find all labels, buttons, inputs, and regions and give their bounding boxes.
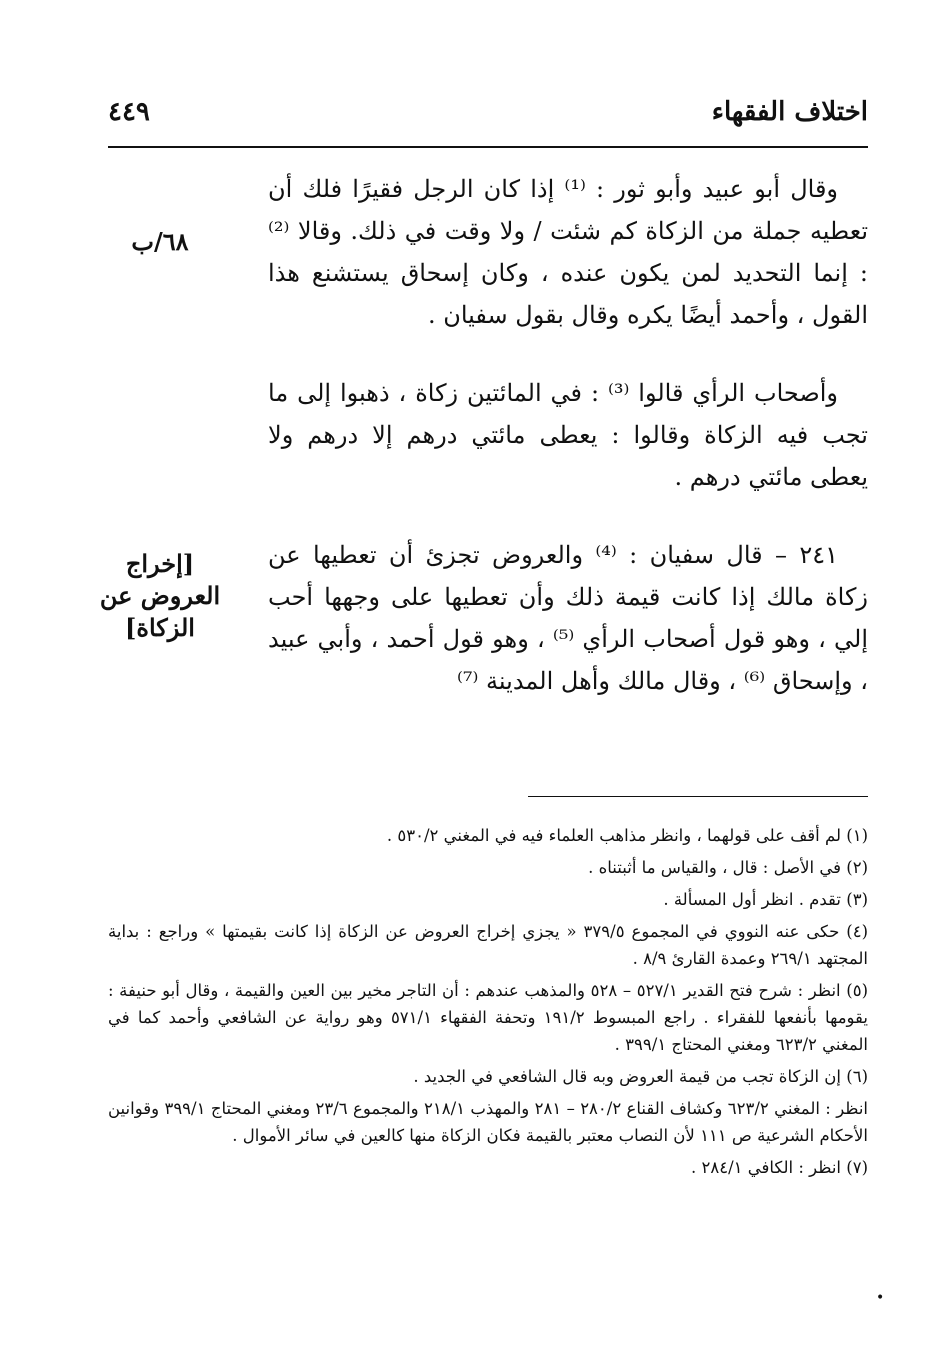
footnote-rule <box>528 796 868 797</box>
folio-marker: ٦٨/ب <box>131 227 189 256</box>
main-text <box>268 168 868 702</box>
footnote: (٤) حكى عنه النووي في المجموع ٣٧٩/٥ « يجزي إخراج العروض عن الزكاة إذا كانت بقيمتها » وراجع : بداية المجتهد ٢٦٩/١ وعمدة القارئ ٨/٩ . <box>108 922 868 968</box>
footnote-continuation: انظر : المغني ٦٢٣/٢ وكشاف القناع ٢٨٠/٢ – ٢٨١ والمهذب ٢١٨/١ والمجموع ٢٣/٦ ومغني المحتاج ٣٩٩/١ وقوانين الأحكام الشرعية ص ١١١ لأن النصاب معتبر بالقيمة فكان الزكاة منها كالعين في سائر الأموال . <box>108 1099 869 1145</box>
footnote: (٦) إن الزكاة تجب من قيمة العروض وبه قال الشافعي في الجديد . <box>413 1067 868 1086</box>
page-header <box>108 92 868 132</box>
page-number: ٤٤٩ <box>108 97 150 127</box>
footnote: (٥) انظر : شرح فتح القدير ٥٢٧/١ – ٥٢٨ والمذهب عندهم : أن التاجر مخير بين العين والقيمة ، وقال أبو حنيفة : يقومها بأنفعها للفقراء . راجع المبسوط ١٩١/٢ وتحفة الفقهاء ٥٧١/١ وهو رواية عن الشافعي وأحمد كما في المغني ٦٢٣/٢ ومغني المحتاج ٣٩٩/١ . <box>108 981 868 1054</box>
body-paragraph: وأصحاب الرأي قالوا ⁽³⁾ : في المائتين زكاة ، ذهبوا إلى ما تجب فيه الزكاة وقالوا : يعطى مائتي درهم إلا درهم ولا يعطى مائتي درهم . <box>268 379 868 491</box>
section-heading-line: [إخراج <box>125 549 195 578</box>
footnote: (٢) في الأصل : قال ، والقياس ما أثبتناه . <box>588 858 868 877</box>
page-mark: • <box>876 1290 885 1306</box>
running-title: اختلاف الفقهاء <box>711 97 868 127</box>
footnote: (٣) تقدم . انظر أول المسألة . <box>663 890 868 909</box>
body-paragraph: ٢٤١ – قال سفيان : ⁽⁴⁾ والعروض تجزئ أن تعطيها عن زكاة مالك إذا كانت قيمة ذلك وأن تعطيها على وجهها أحب إلي ، وهو قول أصحاب الرأي ⁽⁵⁾ ، وهو قول أحمد ، وأبي عبيد ، وإسحاق ⁽⁶⁾ ، وقال مالك وأهل المدينة ⁽⁷⁾ <box>268 541 868 695</box>
body-paragraph: وقال أبو عبيد وأبو ثور : ⁽¹⁾ إذا كان الرجل فقيرًا فلك أن تعطيه جملة من الزكاة كم شئت / ولا وقت في ذلك. وقالا ⁽²⁾ : إنما التحديد لمن يكون عنده ، وكان إسحاق يستشنع هذا القول ، وأحمد أيضًا يكره وقال بقول سفيان . <box>268 175 868 329</box>
footnotes <box>108 822 868 1186</box>
header-rule <box>108 146 868 148</box>
section-heading <box>96 548 224 644</box>
footnote: (٧) انظر : الكافي ٢٨٤/١ . <box>690 1158 868 1177</box>
footnote: (١) لم أقف على قولهما ، وانظر مذاهب العلماء فيه في المغني ٥٣٠/٢ . <box>386 826 868 845</box>
section-heading-line: العروض عن <box>99 581 221 610</box>
section-heading-line: الزكاة] <box>125 613 195 642</box>
